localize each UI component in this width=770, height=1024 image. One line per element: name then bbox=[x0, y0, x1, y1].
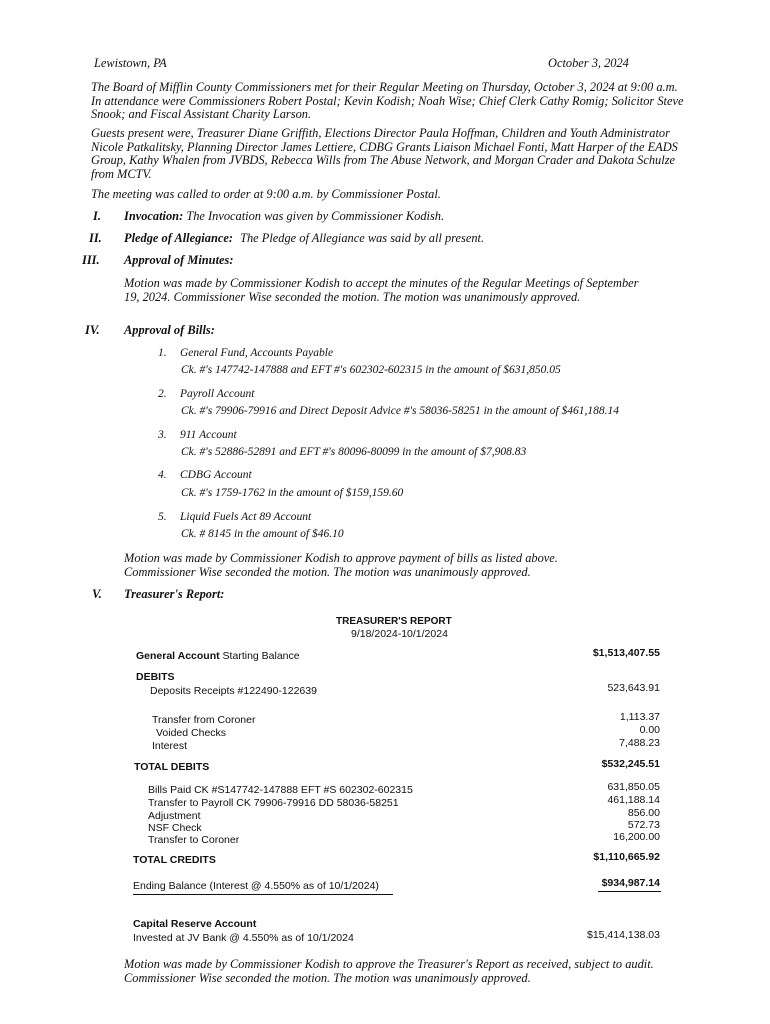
section-title-bills: Approval of Bills: bbox=[124, 323, 215, 337]
report-motion: Motion was made by Commissioner Kodish to approve the Treasurer's Report as received, subject to audit. Commissioner Wise seconded the motion. The motion was unanimously approved. bbox=[124, 957, 654, 985]
call-to-order: The meeting was called to order at 9:00 a.m. by Commissioner Postal. bbox=[91, 187, 441, 201]
report-debits-label: DEBITS bbox=[136, 671, 175, 683]
report-adjustment-label: Adjustment bbox=[148, 810, 201, 822]
report-ending-value: $934,987.14 bbox=[601, 877, 660, 889]
report-transfer-from-coroner-value: 1,113.37 bbox=[619, 711, 660, 723]
report-total-debits-label: TOTAL DEBITS bbox=[134, 761, 210, 773]
section-text-pledge: The Pledge of Allegiance was said by all present. bbox=[240, 231, 485, 245]
section-number-4: IV. bbox=[85, 323, 100, 337]
report-deposits-value: 523,643.91 bbox=[607, 682, 660, 694]
bill-account: General Fund, Accounts Payable bbox=[180, 347, 334, 359]
report-voided-value: 0.00 bbox=[639, 724, 660, 736]
section-pledge bbox=[124, 232, 484, 246]
section-title-invocation: Invocation: bbox=[124, 209, 184, 223]
report-transfer-to-coroner-label: Transfer to Coroner bbox=[148, 834, 240, 846]
ending-value-rule bbox=[598, 891, 661, 892]
section-number-5: V. bbox=[92, 587, 102, 601]
section-text-minutes: Motion was made by Commissioner Kodish to accept the minutes of the Regular Meetings of September 19, 2024. Commissioner Wise seconded the motion. The motion was unanimously approved. bbox=[124, 276, 639, 304]
report-period: 9/18/2024-10/1/2024 bbox=[351, 628, 448, 640]
bill-detail: Ck. #'s 79906-79916 and Direct Deposit Advice #'s 58036-58251 in the amount of $461,188.14 bbox=[181, 405, 620, 417]
report-title: TREASURER'S REPORT bbox=[336, 616, 452, 627]
section-invocation bbox=[124, 210, 444, 224]
report-start-value: $1,513,407.55 bbox=[592, 647, 660, 659]
section-title-minutes: Approval of Minutes: bbox=[124, 253, 234, 267]
report-bills-paid-label: Bills Paid CK #S147742-147888 EFT #S 602302-602315 bbox=[148, 784, 413, 796]
report-start-label-bold: General Account bbox=[136, 650, 220, 662]
report-interest-label: Interest bbox=[152, 740, 188, 752]
report-transfer-to-coroner-value: 16,200.00 bbox=[613, 831, 660, 843]
bill-detail: Ck. #'s 147742-147888 and EFT #'s 602302-602315 in the amount of $631,850.05 bbox=[181, 364, 561, 376]
report-total-debits-value: $532,245.51 bbox=[601, 758, 660, 770]
ending-label-rule bbox=[133, 894, 393, 895]
attendance-paragraph: The Board of Mifflin County Commissioners met for their Regular Meeting on Thursday, October 3, 2024 at 9:00 a.m. In attendance were Commissioners Robert Postal; Kevin Kodish; Noah Wise; Chief Clerk Cathy Romig; Solicitor Steve Snook; and Fiscal Assistant Charity Larson. bbox=[91, 80, 684, 121]
report-transfer-from-coroner-label: Transfer from Coroner bbox=[152, 714, 256, 726]
bills-motion: Motion was made by Commissioner Kodish to approve payment of bills as listed above. Commissioner Wise seconded the motion. The motion was unanimously approved. bbox=[124, 551, 558, 579]
report-start-label bbox=[136, 650, 300, 664]
section-number-2: II. bbox=[89, 231, 102, 245]
guests-paragraph: Guests present were, Treasurer Diane Griffith, Elections Director Paula Hoffman, Children and Youth Administrator Nicole Patkalitsky, Planning Director James Lettiere, CDBG Grants Liaison Michael Fonti, Matt Harper of the EADS Group, Kathy Whalen from JVBDS, Rebecca Wills from The Abuse Network, and Morgan Crader and Dakota Schulze from MCTV. bbox=[91, 126, 678, 181]
report-deposits-label: Deposits Receipts #122490-122639 bbox=[150, 685, 317, 697]
section-number-1: I. bbox=[93, 209, 101, 223]
report-ending-label: Ending Balance (Interest @ 4.550% as of 10/1/2024) bbox=[133, 880, 379, 892]
header-location: Lewistown, PA bbox=[94, 56, 167, 70]
report-bills-paid-value: 631,850.05 bbox=[607, 781, 660, 793]
section-title-pledge: Pledge of Allegiance: bbox=[124, 231, 233, 245]
section-text-invocation: The Invocation was given by Commissioner Kodish. bbox=[186, 209, 445, 223]
report-adjustment-value: 856.00 bbox=[627, 807, 660, 819]
bill-account: Liquid Fuels Act 89 Account bbox=[180, 511, 312, 523]
report-transfer-payroll-label: Transfer to Payroll CK 79906-79916 DD 58036-58251 bbox=[148, 797, 399, 809]
bill-number: 5. bbox=[158, 511, 167, 523]
bill-item bbox=[158, 347, 333, 361]
report-nsf-value: 572.73 bbox=[627, 819, 660, 831]
report-interest-value: 7,488.23 bbox=[619, 737, 660, 749]
bill-item bbox=[158, 388, 254, 402]
report-nsf-label: NSF Check bbox=[148, 822, 202, 834]
report-transfer-payroll-value: 461,188.14 bbox=[607, 794, 660, 806]
report-voided-label: Voided Checks bbox=[156, 727, 227, 739]
bill-account: CDBG Account bbox=[180, 469, 252, 481]
header-date: October 3, 2024 bbox=[548, 56, 629, 70]
bill-account: Payroll Account bbox=[180, 388, 255, 400]
bill-number: 1. bbox=[158, 347, 167, 359]
section-title-treasurer: Treasurer's Report: bbox=[124, 587, 225, 601]
bill-detail: Ck. # 8145 in the amount of $46.10 bbox=[181, 528, 344, 540]
report-total-credits-value: $1,110,665.92 bbox=[593, 851, 660, 863]
bill-detail: Ck. #'s 52886-52891 and EFT #'s 80096-80099 in the amount of $7,908.83 bbox=[181, 446, 527, 458]
bill-number: 4. bbox=[158, 469, 167, 481]
bill-number: 3. bbox=[158, 429, 167, 441]
bill-item bbox=[158, 511, 311, 525]
section-number-3: III. bbox=[82, 253, 100, 267]
bill-number: 2. bbox=[158, 388, 167, 400]
report-start-label-rest: Starting Balance bbox=[219, 650, 300, 662]
report-capital-label: Capital Reserve Account bbox=[133, 918, 257, 930]
report-capital-value: $15,414,138.03 bbox=[587, 929, 660, 941]
bill-detail: Ck. #'s 1759-1762 in the amount of $159,159.60 bbox=[181, 487, 404, 499]
bill-account: 911 Account bbox=[180, 429, 237, 441]
report-capital-invested-label: Invested at JV Bank @ 4.550% as of 10/1/2024 bbox=[133, 932, 354, 944]
bill-item bbox=[158, 429, 237, 443]
report-total-credits-label: TOTAL CREDITS bbox=[133, 854, 216, 866]
bill-item bbox=[158, 469, 252, 483]
